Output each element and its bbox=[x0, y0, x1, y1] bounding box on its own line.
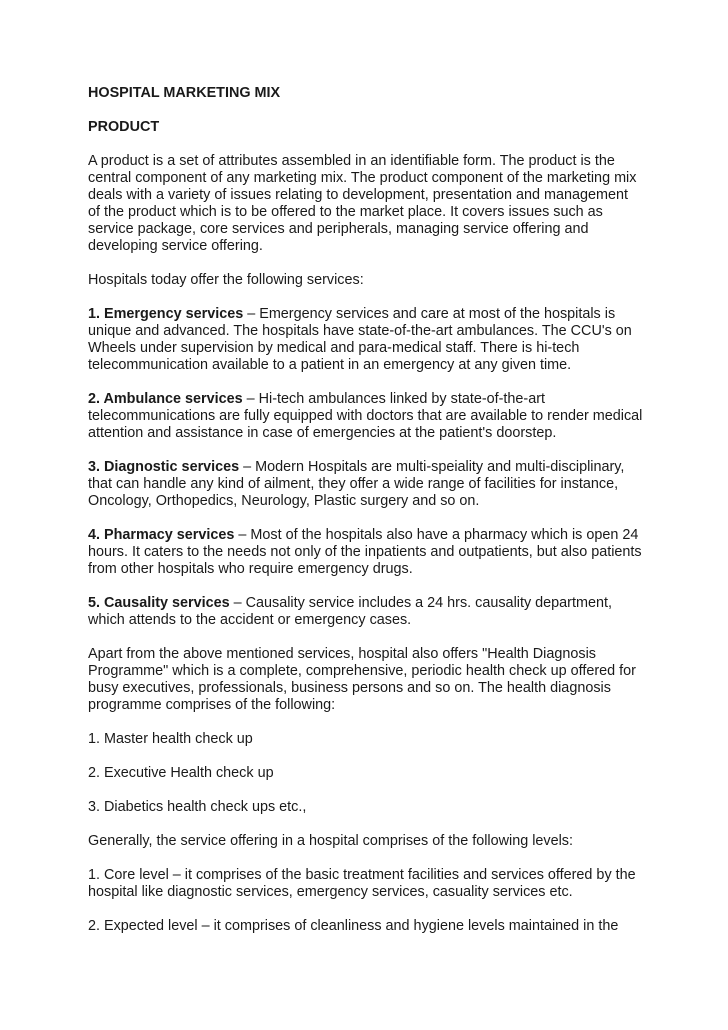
service-item-causality bbox=[88, 595, 643, 629]
service-text: – Causality service includes a 24 hrs. causality department, which attends to the accident or emergency cases. bbox=[88, 595, 612, 628]
programme-intro: Apart from the above mentioned services, hospital also offers "Health Diagnosis Programme" which is a complete, comprehensive, periodic health check up offered for busy executives, professionals, business persons and so on. The health diagnosis programme comprises of the following: bbox=[88, 646, 636, 713]
service-title: 2. Ambulance services bbox=[88, 391, 243, 407]
document-body bbox=[88, 85, 643, 952]
level-item: 2. Expected level – it comprises of cleanliness and hygiene levels maintained in the bbox=[88, 918, 619, 934]
programme-item: 1. Master health check up bbox=[88, 731, 253, 747]
service-title: 3. Diagnostic services bbox=[88, 459, 240, 475]
service-item-pharmacy bbox=[88, 527, 643, 578]
intro-paragraph: A product is a set of attributes assembled in an identifiable form. The product is the central component of any marketing mix. The product component of the marketing mix deals with a variety of issues relating to development, presentation and management of the product which is to be offered to the market place. It covers issues such as service package, core services and peripherals, managing service offering and developing service offering. bbox=[88, 153, 637, 254]
section-heading: PRODUCT bbox=[88, 119, 160, 135]
services-lead: Hospitals today offer the following services: bbox=[88, 272, 364, 288]
level-item: 1. Core level – it comprises of the basic treatment facilities and services offered by the hospital like diagnostic services, emergency services, casuality services etc. bbox=[88, 867, 636, 900]
service-text: – Emergency services and care at most of the hospitals is unique and advanced. The hospitals have state-of-the-art ambulances. The CCU's on Wheels under supervision by medical and para-medical staff. There is hi-tech telecommunication available to a patient in an emergency at any given time. bbox=[88, 306, 632, 373]
service-item-emergency bbox=[88, 306, 643, 374]
levels-lead: Generally, the service offering in a hospital comprises of the following levels: bbox=[88, 833, 573, 849]
service-text: – Modern Hospitals are multi-speiality and multi-disciplinary, that can handle any kind of ailment, they offer a wide range of facilities for instance, Oncology, Orthopedics, Neurology, Plastic surgery and so on. bbox=[88, 459, 625, 509]
service-item-diagnostic bbox=[88, 459, 643, 510]
service-text: – Hi-tech ambulances linked by state-of-the-art telecommunications are fully equipped with doctors that are available to render medical attention and assistance in case of emergencies at the patient's doorstep. bbox=[88, 391, 643, 441]
service-title: 5. Causality services bbox=[88, 595, 230, 611]
document-title: HOSPITAL MARKETING MIX bbox=[88, 85, 281, 101]
service-title: 1. Emergency services bbox=[88, 306, 244, 322]
service-title: 4. Pharmacy services bbox=[88, 527, 235, 543]
programme-item: 2. Executive Health check up bbox=[88, 765, 274, 781]
service-text: – Most of the hospitals also have a pharmacy which is open 24 hours. It caters to the needs not only of the inpatients and outpatients, but also patients from other hospitals who require emergency drugs. bbox=[88, 527, 642, 577]
service-item-ambulance bbox=[88, 391, 643, 442]
programme-item: 3. Diabetics health check ups etc., bbox=[88, 799, 307, 815]
